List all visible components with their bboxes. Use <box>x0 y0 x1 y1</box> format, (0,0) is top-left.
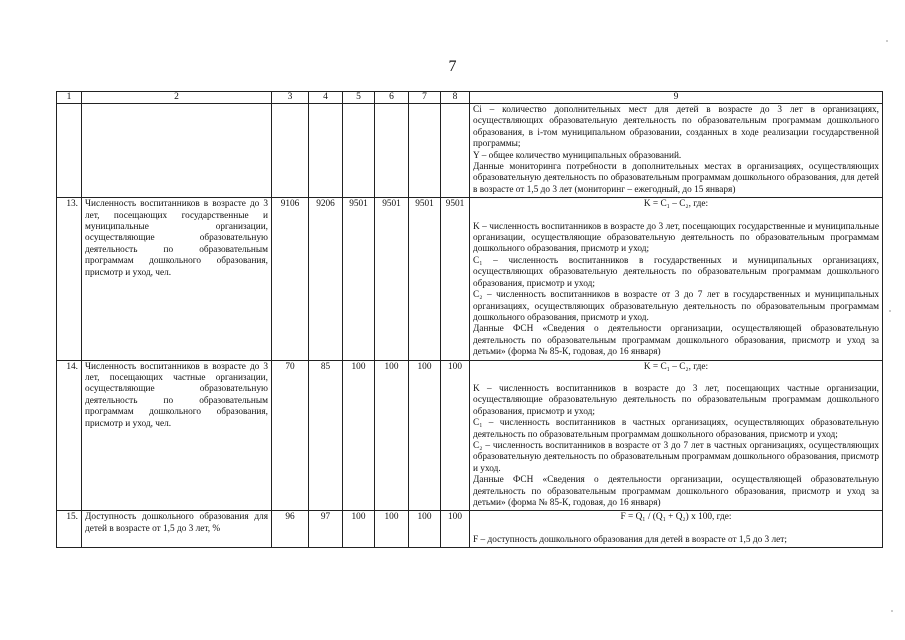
description-line: Данные ФСН «Сведения о деятельности организации, осуществляющей образовательную деятельность по образовательным программам дошкольного образования, присмотр и уход за детьми» (форма № 85-К, годовая, до 16 января) <box>473 475 879 508</box>
col-header-5: 5 <box>343 92 375 104</box>
description-line: C₁ – численность воспитанников в государственных и муниципальных организациях, осуществляющих образовательную деятельность по образовательным программам дошкольного образования, присмотр и уход; <box>473 255 879 289</box>
indicator-name: Доступность дошкольного образования для детей в возрасте от 1,5 до 3 лет, % <box>82 511 272 548</box>
table-row-13 <box>57 198 883 360</box>
description-line: C₁ – численность воспитанников в частных организациях, осуществляющих образовательную деятельность по образовательным программам дошкольного образования, присмотр и уход; <box>473 418 879 440</box>
description-line: Данные мониторинга потребности в дополнительных местах в организациях, осуществляющих образовательную деятельность по образовательным программам дошкольного образования, для детей в возрасте от 1,5 до 3 лет (мониторинг – ежегодный, до 15 января) <box>473 162 879 195</box>
description-line: F – доступность дошкольного образования для детей в возрасте от 1,5 до 3 лет; <box>473 534 787 545</box>
value-col-6: 9501 <box>375 198 409 360</box>
table-row-14 <box>57 360 883 511</box>
methodology-cell <box>470 360 883 511</box>
description-line: K – численность воспитанников в возрасте до 3 лет, посещающих государственные и муниципальные организации, осуществляющие образовательную деятельность по образовательным программам дошкольного образования, присмотр и уход; <box>473 221 879 255</box>
methodology-cell <box>470 511 883 548</box>
value-col-7: 100 <box>409 511 441 548</box>
value-col-4: 97 <box>309 511 343 548</box>
value-col-7: 100 <box>409 360 441 511</box>
indicators-table <box>56 91 883 548</box>
value-col-7: 9501 <box>409 198 441 360</box>
value-col-3: 96 <box>272 511 309 548</box>
col-header-7: 7 <box>409 92 441 104</box>
col-header-4: 4 <box>309 92 343 104</box>
formula: F = Q₁ / (Q₁ + Q₂) x 100, где: <box>620 512 732 523</box>
description-line: Данные ФСН «Сведения о деятельности организации, осуществляющей образовательную деятельность по образовательным программам дошкольного образования, присмотр и уход за детьми» (форма № 85-К, годовая, до 16 января) <box>473 324 879 358</box>
value-col-4: 9206 <box>309 198 343 360</box>
col-header-8: 8 <box>441 92 470 104</box>
table-header-row <box>57 92 883 104</box>
value-col-5: 9501 <box>343 198 375 360</box>
indicator-name: Численность воспитанников в возрасте до 3 лет, посещающих частные организации, осуществляющие образовательную деятельность по образовательным программам дошкольного образования, присмотр и уход, чел. <box>82 360 272 511</box>
value-col-3: 9106 <box>272 198 309 360</box>
value-col-8: 9501 <box>441 198 470 360</box>
col-header-9: 9 <box>470 92 883 104</box>
formula: K = C₁ – C₂, где: <box>643 361 709 372</box>
table-row-15 <box>57 511 883 548</box>
col-header-3: 3 <box>272 92 309 104</box>
scan-speck <box>889 310 891 312</box>
value-col-4: 85 <box>309 360 343 511</box>
description-line: C₂ – численность воспитанников в возрасте от 3 до 7 лет в государственных и муниципальных организациях, осуществляющих образовательную деятельность по образовательным программам дошкольного образования, присмотр и уход. <box>473 290 879 323</box>
formula: K = C₁ – C₂, где: <box>643 199 709 210</box>
value-col-8: 100 <box>441 360 470 511</box>
row-number: 14. <box>57 360 82 511</box>
col-header-6: 6 <box>375 92 409 104</box>
table-row-continued <box>57 104 883 198</box>
value-col-8: 100 <box>441 511 470 548</box>
methodology-cell <box>470 104 883 198</box>
description-line: Ci – количество дополнительных мест для детей в возрасте до 3 лет в организациях, осуществляющих образовательную деятельность по образовательным программам дошкольного образования, в i-том муниципальном образовании, созданных в ходе реализации государственной программы; <box>473 105 879 150</box>
description-line: Y – общее количество муниципальных образований. <box>473 150 682 161</box>
value-col-6: 100 <box>375 360 409 511</box>
value-col-5: 100 <box>343 511 375 548</box>
indicator-name: Численность воспитанников в возрасте до 3 лет, посещающих государственные и муниципальные организации, осуществляющие образовательную деятельность по образовательным программам дошкольного образования, присмотр и уход, чел. <box>82 198 272 360</box>
value-col-3: 70 <box>272 360 309 511</box>
value-col-6: 100 <box>375 511 409 548</box>
description-line: C₂ – численность воспитанников в возрасте от 3 до 7 лет в частных организациях, осуществляющих образовательную деятельность по образовательным программам дошкольного образования, присмотр и уход. <box>473 440 879 474</box>
description-line: K – численность воспитанников в возрасте до 3 лет, посещающих частные организации, осуществляющие образовательную деятельность по образовательным программам дошкольного образования, присмотр и уход; <box>473 383 879 417</box>
col-header-2: 2 <box>82 92 272 104</box>
col-header-1: 1 <box>57 92 82 104</box>
methodology-cell <box>470 198 883 360</box>
page-number: 7 <box>448 58 457 75</box>
row-number: 13. <box>57 198 82 360</box>
scan-speck <box>891 610 893 612</box>
scan-speck <box>886 40 888 42</box>
row-number: 15. <box>57 511 82 548</box>
value-col-5: 100 <box>343 360 375 511</box>
